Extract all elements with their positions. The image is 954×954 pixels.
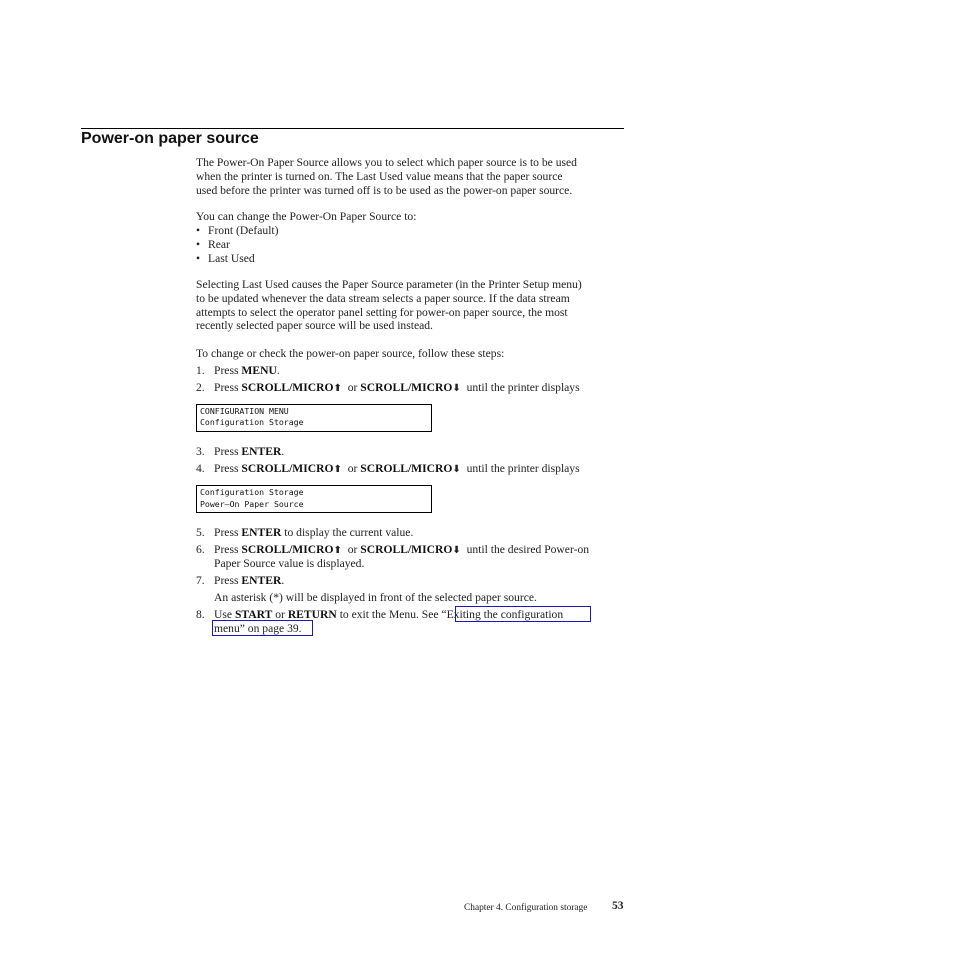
xref-link-box[interactable] — [455, 606, 591, 622]
panel-line: CONFIGURATION MENU — [200, 406, 289, 416]
step-7-note: An asterisk (*) will be displayed in front of the selected paper source. — [214, 591, 537, 604]
xref-link-box[interactable] — [212, 620, 313, 636]
step-number: 4. — [196, 462, 205, 475]
step-3: Press ENTER. — [214, 445, 285, 458]
last-used-line: to be updated whenever the data stream selects a paper source. If the data stream — [196, 292, 570, 305]
last-used-line: recently selected paper source will be used instead. — [196, 319, 433, 332]
panel-line: Power–On Paper Source — [200, 499, 304, 509]
arrow-up-icon: ⬆ — [333, 545, 342, 556]
step-5: Press ENTER to display the current value. — [214, 526, 414, 539]
option-item: Front (Default) — [208, 224, 279, 237]
last-used-line: Selecting Last Used causes the Paper Source parameter (in the Printer Setup menu) — [196, 278, 582, 291]
arrow-down-icon: ⬇ — [452, 383, 461, 394]
step-number: 5. — [196, 526, 205, 539]
key-enter: ENTER — [241, 445, 282, 458]
step-number: 8. — [196, 608, 205, 621]
step-number: 1. — [196, 364, 205, 377]
panel-line: Configuration Storage — [200, 487, 304, 497]
step-8: Use START or RETURN to exit the Menu. See “Exiting the configuration — [214, 608, 564, 621]
xref-link[interactable]: “Exiting the configuration — [441, 608, 564, 621]
operator-panel-display — [196, 485, 432, 513]
step-6-continuation: Paper Source value is displayed. — [214, 557, 365, 570]
step-number: 3. — [196, 445, 205, 458]
bullet: • — [196, 238, 201, 251]
arrow-up-icon: ⬆ — [333, 383, 342, 394]
option-item: Last Used — [208, 252, 255, 265]
step-number: 2. — [196, 381, 205, 394]
step-2: Press SCROLL/MICRO⬆ or SCROLL/MICRO⬇ until the printer displays — [214, 381, 580, 394]
step-number: 6. — [196, 543, 205, 556]
section-rule — [81, 128, 624, 129]
intro-line: The Power-On Paper Source allows you to select which paper source is to be used — [196, 156, 577, 169]
footer-chapter: Chapter 4. Configuration storage — [464, 903, 588, 913]
step-1: Press MENU. — [214, 364, 280, 377]
arrow-up-icon: ⬆ — [333, 464, 342, 475]
arrow-down-icon: ⬇ — [452, 545, 461, 556]
intro-line: used before the printer was turned off is to be used as the power-on paper source. — [196, 184, 573, 197]
bullet: • — [196, 252, 201, 265]
arrow-down-icon: ⬇ — [452, 464, 461, 475]
xref-link-continuation[interactable]: menu” on page 39. — [214, 622, 302, 635]
page-number: 53 — [612, 900, 624, 912]
key-menu: MENU — [241, 364, 277, 377]
section-title: Power-on paper source — [81, 130, 259, 147]
step-4: Press SCROLL/MICRO⬆ or SCROLL/MICRO⬇ until the printer displays — [214, 462, 580, 475]
bullet: • — [196, 224, 201, 237]
step-7: Press ENTER. — [214, 574, 285, 587]
last-used-line: attempts to select the operator panel setting for power-on paper source, the most — [196, 306, 568, 319]
operator-panel-display — [196, 404, 432, 432]
steps-intro: To change or check the power-on paper source, follow these steps: — [196, 347, 505, 360]
step-number: 7. — [196, 574, 205, 587]
step-6: Press SCROLL/MICRO⬆ or SCROLL/MICRO⬇ until the desired Power-on — [214, 543, 590, 556]
intro-line: when the printer is turned on. The Last Used value means that the paper source — [196, 170, 563, 183]
option-item: Rear — [208, 238, 230, 251]
panel-line: Configuration Storage — [200, 417, 304, 427]
options-intro: You can change the Power-On Paper Source to: — [196, 210, 417, 223]
